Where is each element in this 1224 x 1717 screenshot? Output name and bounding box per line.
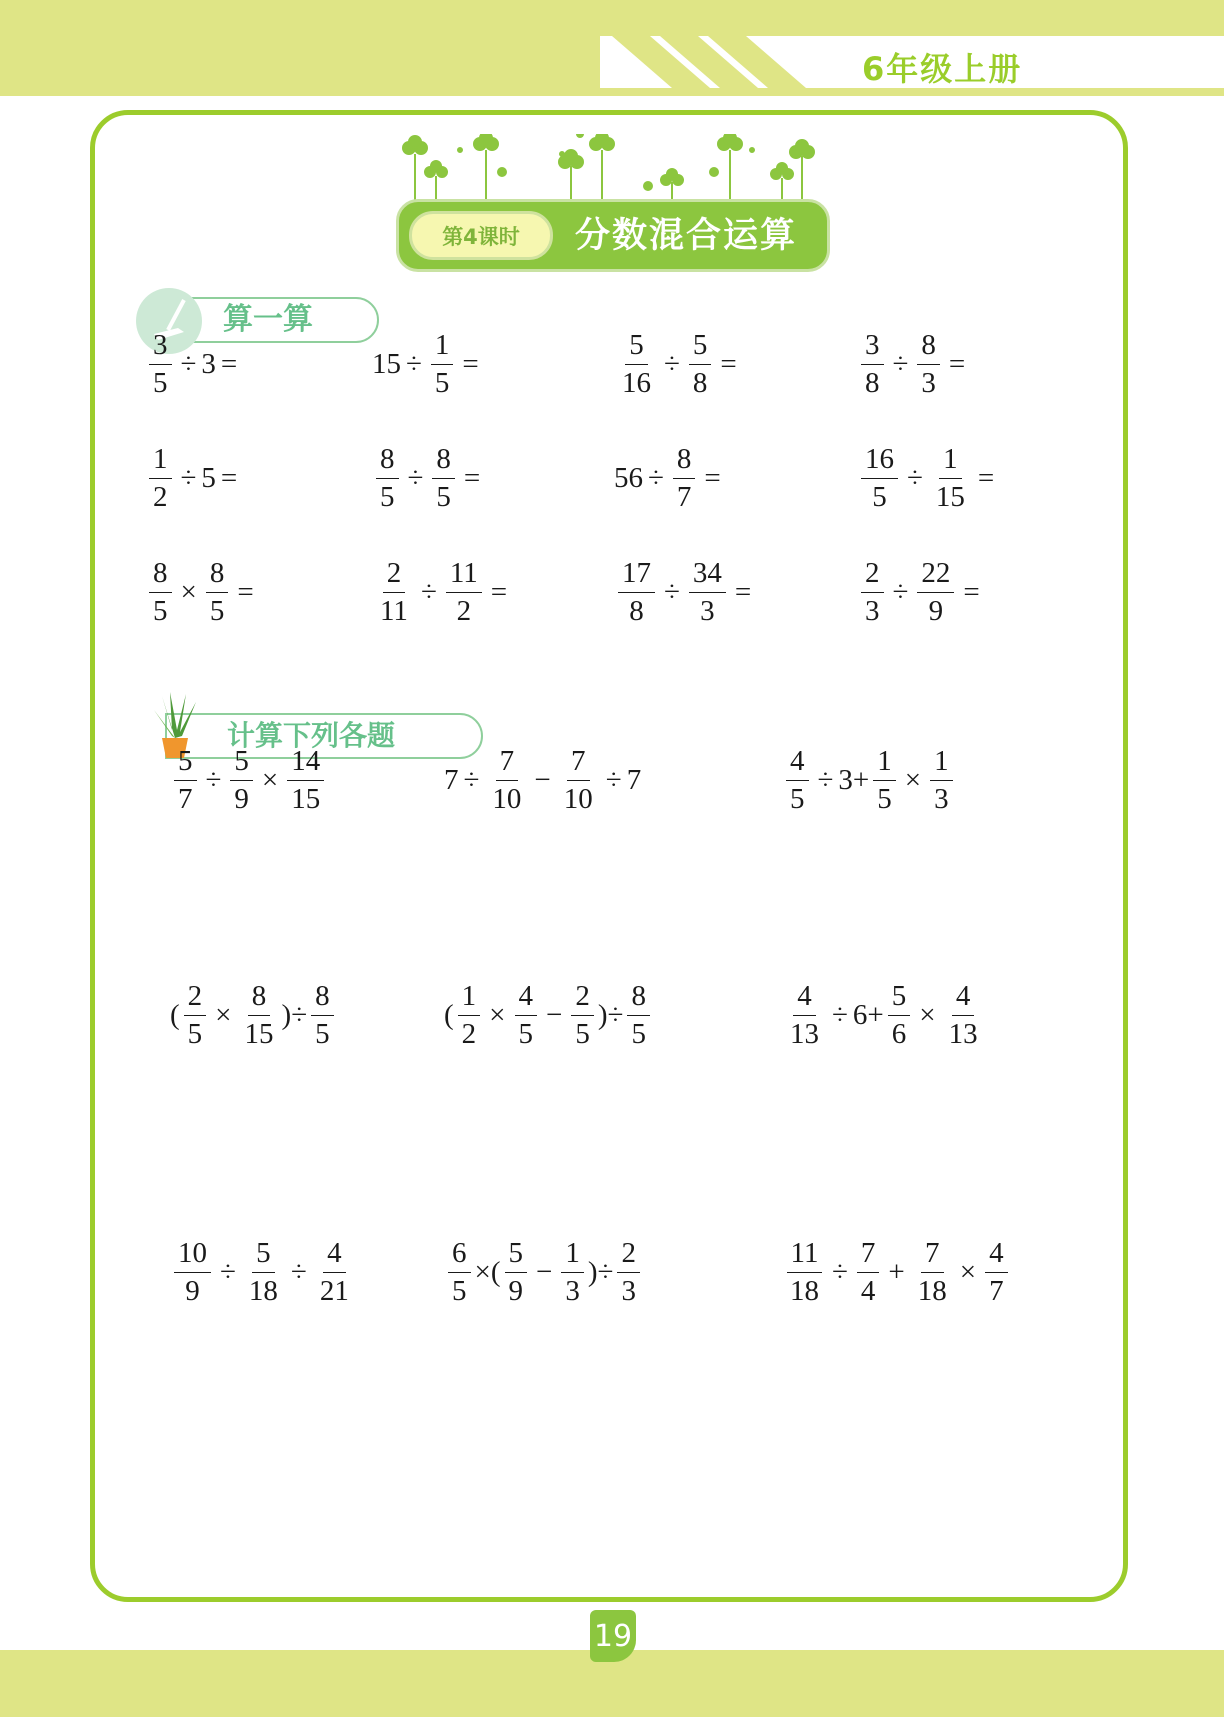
written-problem-3 (782, 744, 957, 815)
fraction (689, 328, 712, 399)
operator: + (888, 1255, 905, 1288)
numerator: 17 (618, 559, 655, 593)
numerator: 34 (689, 559, 726, 593)
grade-label: 6年级上册 (862, 50, 1023, 88)
fraction (917, 556, 954, 627)
operator: = (704, 461, 721, 494)
operator: ÷ (664, 347, 680, 380)
oral-problem-12 (857, 556, 985, 627)
numerator: 7 (496, 747, 519, 781)
denominator: 21 (319, 1274, 349, 1307)
numerator: 5 (174, 747, 197, 781)
operator: = (462, 347, 479, 380)
numerator: 1 (939, 445, 962, 479)
written-problem-6 (782, 979, 986, 1050)
fraction (786, 744, 809, 815)
numerator: 1 (930, 747, 953, 781)
numerator: 4 (786, 747, 809, 781)
fraction (376, 442, 399, 513)
operator: ÷ (892, 575, 909, 608)
denominator: 8 (692, 366, 708, 399)
written-problem-8 (444, 1236, 644, 1307)
numerator: 5 (625, 331, 648, 365)
denominator: 9 (234, 782, 249, 815)
number: ( (170, 998, 180, 1031)
denominator: 5 (315, 1017, 330, 1050)
fraction (311, 979, 334, 1050)
oral-problem-8 (857, 442, 999, 513)
number: 3 (201, 347, 216, 380)
number: ×( (474, 1255, 501, 1288)
denominator: 3 (934, 782, 949, 815)
oral-problem-6 (372, 442, 485, 513)
denominator: 2 (456, 594, 472, 627)
denominator: 7 (178, 782, 193, 815)
numerator: 14 (287, 747, 324, 781)
section-title-problems: 计算下列各题 (165, 713, 483, 759)
operator: ÷ (605, 763, 622, 796)
denominator: 9 (928, 594, 944, 627)
numerator: 4 (793, 982, 816, 1016)
numerator: 2 (571, 982, 594, 1016)
fraction (448, 1236, 471, 1307)
fraction (985, 1236, 1008, 1307)
number: 6+ (852, 998, 884, 1031)
operator: ÷ (407, 461, 424, 494)
operator: − (546, 998, 563, 1031)
operator: ÷ (664, 575, 680, 608)
denominator: 3 (621, 1274, 636, 1307)
numerator: 4 (515, 982, 538, 1016)
denominator: 2 (461, 1017, 477, 1050)
operator: ÷ (406, 347, 422, 380)
denominator: 5 (877, 782, 892, 815)
denominator: 15 (244, 1017, 274, 1050)
denominator: 10 (563, 782, 593, 815)
operator: = (237, 575, 254, 608)
denominator: 3 (700, 594, 715, 627)
oral-problem-1 (145, 328, 242, 399)
fraction (618, 556, 655, 627)
fraction (184, 979, 207, 1050)
fraction (432, 442, 455, 513)
operator: ÷ (817, 763, 834, 796)
oral-problem-9 (145, 556, 259, 627)
number: 3+ (838, 763, 870, 796)
numerator: 8 (673, 445, 696, 479)
denominator: 3 (921, 366, 936, 399)
operator: ÷ (832, 1255, 848, 1288)
numerator: 8 (627, 982, 650, 1016)
operator: × (215, 998, 232, 1031)
operator: = (220, 347, 238, 380)
fraction (206, 556, 229, 627)
denominator: 11 (380, 594, 408, 627)
oral-problem-11 (614, 556, 756, 627)
fraction (241, 979, 278, 1050)
denominator: 5 (790, 782, 805, 815)
numerator: 8 (311, 982, 334, 1016)
operator: = (463, 461, 481, 494)
oral-problem-5 (145, 442, 242, 513)
number: 15 (372, 347, 401, 380)
numerator: 8 (917, 331, 940, 365)
numerator: 8 (149, 559, 172, 593)
fraction (673, 442, 696, 513)
clover-sprout-icon (396, 134, 826, 204)
fraction (446, 556, 482, 627)
lesson-title: 分数混合运算 (575, 216, 798, 256)
fraction (861, 328, 884, 399)
denominator: 5 (575, 1017, 590, 1050)
operator: ÷ (180, 347, 197, 380)
fraction (857, 1236, 880, 1307)
fraction (149, 442, 172, 513)
denominator: 18 (790, 1274, 819, 1307)
denominator: 2 (153, 480, 168, 513)
written-problem-2 (444, 744, 642, 815)
operator: − (534, 763, 551, 796)
fraction (458, 979, 481, 1050)
operator: ÷ (463, 763, 480, 796)
fraction (376, 556, 412, 627)
lesson-number: 第4课时 (409, 211, 553, 260)
denominator: 5 (153, 594, 168, 627)
operator: = (490, 575, 508, 608)
fraction (786, 1236, 823, 1307)
number: 56 (614, 461, 643, 494)
number: ( (444, 998, 454, 1031)
oral-problem-3 (614, 328, 742, 399)
numerator: 4 (952, 982, 975, 1016)
numerator: 3 (861, 331, 884, 365)
denominator: 4 (860, 1274, 876, 1307)
denominator: 5 (153, 366, 168, 399)
fraction (873, 744, 896, 815)
fraction (149, 556, 172, 627)
operator: ÷ (907, 461, 923, 494)
numerator: 4 (323, 1239, 346, 1273)
fraction (515, 979, 538, 1050)
written-problem-5 (444, 979, 654, 1050)
fraction (245, 1236, 282, 1307)
fraction (149, 328, 172, 399)
denominator: 5 (631, 1017, 646, 1050)
operator: × (919, 998, 936, 1031)
numerator: 10 (174, 1239, 211, 1273)
lesson-banner (396, 199, 830, 272)
fraction (689, 556, 726, 627)
operator: − (536, 1255, 553, 1288)
operator: = (734, 575, 752, 608)
fraction (945, 979, 982, 1050)
fraction (287, 744, 324, 815)
fraction (571, 979, 594, 1050)
numerator: 1 (431, 331, 454, 365)
fraction (617, 1236, 640, 1307)
numerator: 3 (149, 331, 172, 365)
numerator: 4 (985, 1239, 1008, 1273)
written-problem-9 (782, 1236, 1012, 1307)
denominator: 16 (622, 366, 651, 399)
denominator: 9 (508, 1274, 524, 1307)
header-stripes (0, 0, 1224, 96)
operator: × (180, 575, 197, 608)
written-problem-7 (170, 1236, 357, 1307)
denominator: 10 (492, 782, 522, 815)
denominator: 18 (248, 1274, 278, 1307)
fraction (930, 744, 953, 815)
operator: × (904, 763, 922, 796)
written-problem-4 (170, 979, 338, 1050)
fraction (316, 1236, 353, 1307)
operator: ÷ (220, 1255, 236, 1288)
denominator: 5 (452, 1274, 467, 1307)
number: 7 (444, 763, 459, 796)
fraction (505, 1236, 528, 1307)
numerator: 5 (505, 1239, 528, 1273)
oral-problem-2 (372, 328, 484, 399)
numerator: 8 (376, 445, 399, 479)
denominator: 8 (865, 366, 880, 399)
denominator: 5 (380, 480, 395, 513)
numerator: 1 (873, 747, 896, 781)
denominator: 5 (209, 594, 225, 627)
fraction (230, 744, 253, 815)
denominator: 8 (629, 594, 644, 627)
operator: ÷ (892, 347, 909, 380)
numerator: 2 (617, 1239, 640, 1273)
number: )÷ (281, 998, 308, 1031)
section-title-calc: 算一算 (155, 297, 379, 343)
numerator: 5 (252, 1239, 275, 1273)
operator: ÷ (648, 461, 664, 494)
oral-problem-10 (372, 556, 512, 627)
numerator: 2 (383, 559, 406, 593)
denominator: 5 (436, 480, 451, 513)
operator: × (489, 998, 506, 1031)
operator: ÷ (180, 461, 197, 494)
operator: ÷ (290, 1255, 307, 1288)
denominator: 5 (518, 1017, 534, 1050)
numerator: 5 (888, 982, 911, 1016)
fraction (488, 744, 525, 815)
written-problem-1 (170, 744, 328, 815)
numerator: 8 (206, 559, 229, 593)
fraction (861, 442, 898, 513)
numerator: 11 (787, 1239, 823, 1273)
number: 5 (201, 461, 216, 494)
denominator: 15 (935, 480, 965, 513)
operator: = (963, 575, 980, 608)
operator: ÷ (205, 763, 222, 796)
denominator: 5 (187, 1017, 203, 1050)
denominator: 15 (291, 782, 321, 815)
fraction (786, 979, 823, 1050)
numerator: 8 (432, 445, 455, 479)
numerator: 22 (917, 559, 954, 593)
fraction (561, 1236, 584, 1307)
numerator: 16 (861, 445, 898, 479)
fraction (861, 556, 884, 627)
operator: = (720, 347, 737, 380)
fraction (917, 328, 940, 399)
numerator: 1 (561, 1239, 584, 1273)
operator: = (977, 461, 995, 494)
denominator: 13 (948, 1017, 978, 1050)
numerator: 2 (184, 982, 207, 1016)
fraction (174, 744, 197, 815)
fraction (932, 442, 969, 513)
numerator: 7 (567, 747, 590, 781)
numerator: 11 (446, 559, 482, 593)
denominator: 3 (865, 594, 880, 627)
operator: = (220, 461, 238, 494)
denominator: 7 (676, 480, 692, 513)
numerator: 5 (230, 747, 253, 781)
operator: ÷ (832, 998, 848, 1031)
denominator: 5 (434, 366, 450, 399)
number: )÷ (597, 998, 624, 1031)
page-number: 19 (590, 1610, 636, 1662)
operator: ÷ (420, 575, 437, 608)
oral-problem-4 (857, 328, 970, 399)
fraction (618, 328, 655, 399)
denominator: 13 (790, 1017, 819, 1050)
numerator: 1 (458, 982, 481, 1016)
numerator: 7 (857, 1239, 880, 1273)
fraction (431, 328, 454, 399)
denominator: 9 (185, 1274, 200, 1307)
number: )÷ (587, 1255, 614, 1288)
numerator: 6 (448, 1239, 471, 1273)
denominator: 18 (917, 1274, 947, 1307)
fraction (174, 1236, 211, 1307)
denominator: 7 (989, 1274, 1004, 1307)
numerator: 1 (149, 445, 172, 479)
fraction (888, 979, 911, 1050)
numerator: 7 (921, 1239, 944, 1273)
operator: × (959, 1255, 977, 1288)
operator: = (948, 347, 966, 380)
number: 7 (626, 763, 642, 796)
denominator: 3 (565, 1274, 580, 1307)
numerator: 5 (689, 331, 712, 365)
numerator: 2 (861, 559, 884, 593)
operator: × (261, 763, 279, 796)
fraction (560, 744, 597, 815)
fraction (914, 1236, 951, 1307)
numerator: 8 (248, 982, 271, 1016)
oral-problem-7 (614, 442, 726, 513)
fraction (627, 979, 650, 1050)
denominator: 6 (891, 1017, 907, 1050)
denominator: 5 (872, 480, 887, 513)
